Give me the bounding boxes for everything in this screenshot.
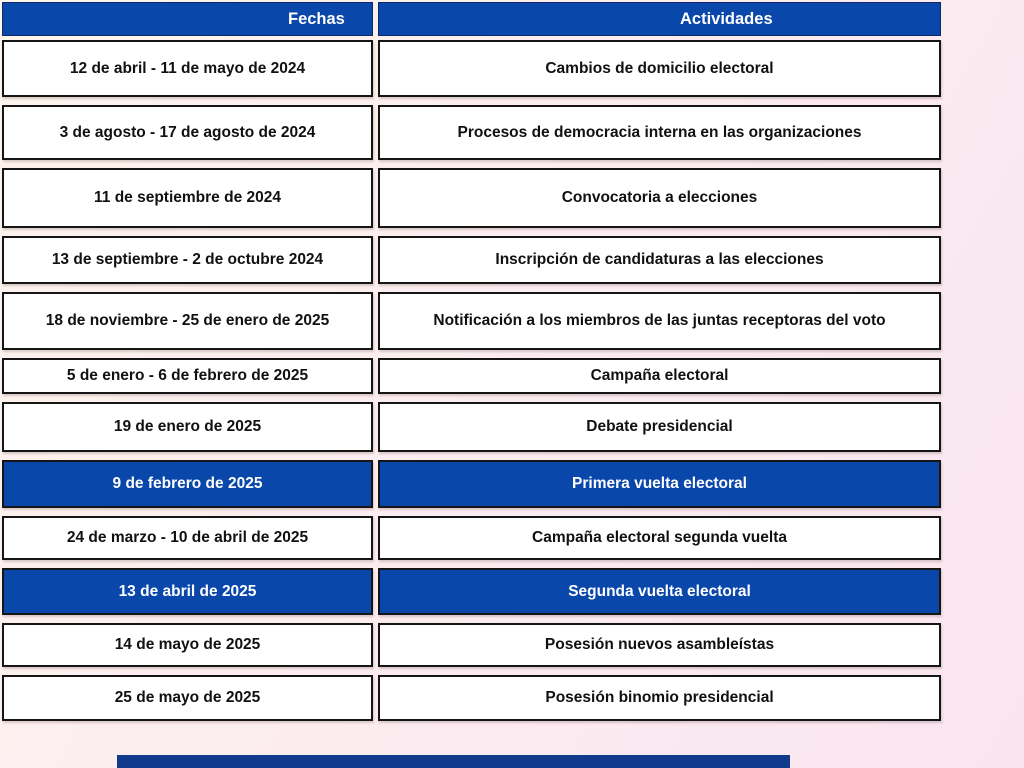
actividad-cell: Posesión binomio presidencial [378,675,941,721]
electoral-calendar-table [2,2,941,721]
fecha-cell: 3 de agosto - 17 de agosto de 2024 [2,105,373,160]
fecha-cell: 25 de mayo de 2025 [2,675,373,721]
bottom-bar [117,755,790,768]
actividad-cell: Procesos de democracia interna en las organizaciones [378,105,941,160]
actividad-cell: Primera vuelta electoral [378,460,941,508]
actividad-cell: Cambios de domicilio electoral [378,40,941,97]
fecha-cell: 12 de abril - 11 de mayo de 2024 [2,40,373,97]
table-row [2,168,941,228]
table-row [2,402,941,452]
table-row [2,105,941,160]
actividad-cell: Campaña electoral segunda vuelta [378,516,941,560]
table-row [2,516,941,560]
table-row [2,40,941,97]
actividad-cell: Convocatoria a elecciones [378,168,941,228]
fecha-cell: 13 de abril de 2025 [2,568,373,615]
fecha-cell: 5 de enero - 6 de febrero de 2025 [2,358,373,394]
table-row [2,623,941,667]
actividad-cell: Debate presidencial [378,402,941,452]
fecha-cell: 24 de marzo - 10 de abril de 2025 [2,516,373,560]
table-row [2,358,941,394]
table-row [2,460,941,508]
table-body [2,40,941,721]
actividad-cell: Posesión nuevos asambleístas [378,623,941,667]
column-header-actividades: Actividades [378,2,941,36]
actividad-cell: Notificación a los miembros de las juntas receptoras del voto [378,292,941,350]
column-header-fechas: Fechas [2,2,373,36]
fecha-cell: 13 de septiembre - 2 de octubre 2024 [2,236,373,284]
table-row [2,292,941,350]
actividad-cell: Campaña electoral [378,358,941,394]
table-header-row [2,2,941,36]
actividad-cell: Segunda vuelta electoral [378,568,941,615]
fecha-cell: 14 de mayo de 2025 [2,623,373,667]
table-row [2,675,941,721]
table-row [2,236,941,284]
fecha-cell: 18 de noviembre - 25 de enero de 2025 [2,292,373,350]
fecha-cell: 19 de enero de 2025 [2,402,373,452]
fecha-cell: 11 de septiembre de 2024 [2,168,373,228]
fecha-cell: 9 de febrero de 2025 [2,460,373,508]
table-row [2,568,941,615]
actividad-cell: Inscripción de candidaturas a las elecciones [378,236,941,284]
